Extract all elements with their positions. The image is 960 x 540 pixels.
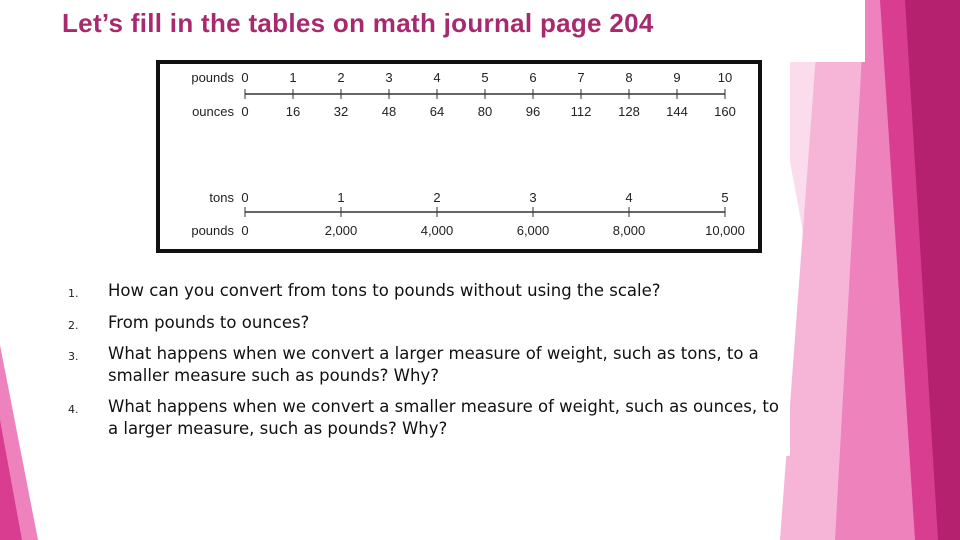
- top-axis-label: pounds: [191, 70, 234, 85]
- question-list: [68, 280, 788, 440]
- bottom-value-label: 16: [285, 104, 301, 119]
- bottom-value-label: 64: [429, 104, 445, 119]
- bottom-value-label: 32: [333, 104, 349, 119]
- top-value-label: 8: [625, 70, 633, 85]
- top-value-label: 3: [385, 70, 393, 85]
- bottom-value-label: 80: [477, 104, 493, 119]
- question-text: From pounds to ounces?: [108, 313, 310, 332]
- bottom-value-label: 10,000: [705, 223, 745, 238]
- top-value-label: 2: [433, 190, 441, 205]
- bottom-value-label: 144: [666, 104, 688, 119]
- question-text: What happens when we convert a larger measure of weight, such as tons, to a smaller measure such as pounds? Why?: [108, 344, 759, 385]
- bottom-value-label: 160: [714, 104, 736, 119]
- question-item: [68, 280, 788, 302]
- question-text: How can you convert from tons to pounds without using the scale?: [108, 281, 661, 300]
- bottom-value-label: 0: [241, 104, 249, 119]
- top-value-label: 1: [289, 70, 297, 85]
- number-line-figure: [156, 60, 762, 253]
- question-text: What happens when we convert a smaller measure of weight, such as ounces, to a larger measure, such as pounds? Why?: [108, 397, 779, 438]
- bottom-value-label: 2,000: [324, 223, 358, 238]
- question-item: [68, 396, 788, 440]
- bottom-axis-label: ounces: [192, 104, 234, 119]
- bottom-value-label: 0: [241, 223, 249, 238]
- top-value-label: 6: [529, 70, 537, 85]
- top-value-label: 5: [481, 70, 489, 85]
- top-value-label: 4: [625, 190, 633, 205]
- bottom-axis-label: pounds: [191, 223, 234, 238]
- question-item: [68, 312, 788, 334]
- bottom-value-label: 6,000: [516, 223, 550, 238]
- question-number: 2.: [68, 319, 79, 332]
- top-value-label: 7: [577, 70, 585, 85]
- top-value-label: 2: [337, 70, 345, 85]
- number-line-diagrams: [160, 64, 758, 249]
- top-value-label: 3: [529, 190, 537, 205]
- top-value-label: 0: [241, 190, 249, 205]
- bottom-value-label: 112: [570, 104, 592, 119]
- top-value-label: 10: [717, 70, 733, 85]
- question-item: [68, 343, 788, 387]
- bottom-value-label: 48: [381, 104, 397, 119]
- top-value-label: 1: [337, 190, 345, 205]
- bottom-value-label: 128: [618, 104, 640, 119]
- question-number: 3.: [68, 350, 79, 363]
- top-value-label: 4: [433, 70, 441, 85]
- bottom-value-label: 8,000: [612, 223, 646, 238]
- top-axis-label: tons: [209, 190, 234, 205]
- slide-title: Let’s fill in the tables on math journal page 204: [62, 8, 654, 38]
- top-value-label: 9: [673, 70, 681, 85]
- top-value-label: 0: [241, 70, 249, 85]
- question-number: 4.: [68, 403, 79, 416]
- question-number: 1.: [68, 287, 79, 300]
- bottom-value-label: 4,000: [420, 223, 454, 238]
- bottom-value-label: 96: [525, 104, 541, 119]
- top-value-label: 5: [721, 190, 729, 205]
